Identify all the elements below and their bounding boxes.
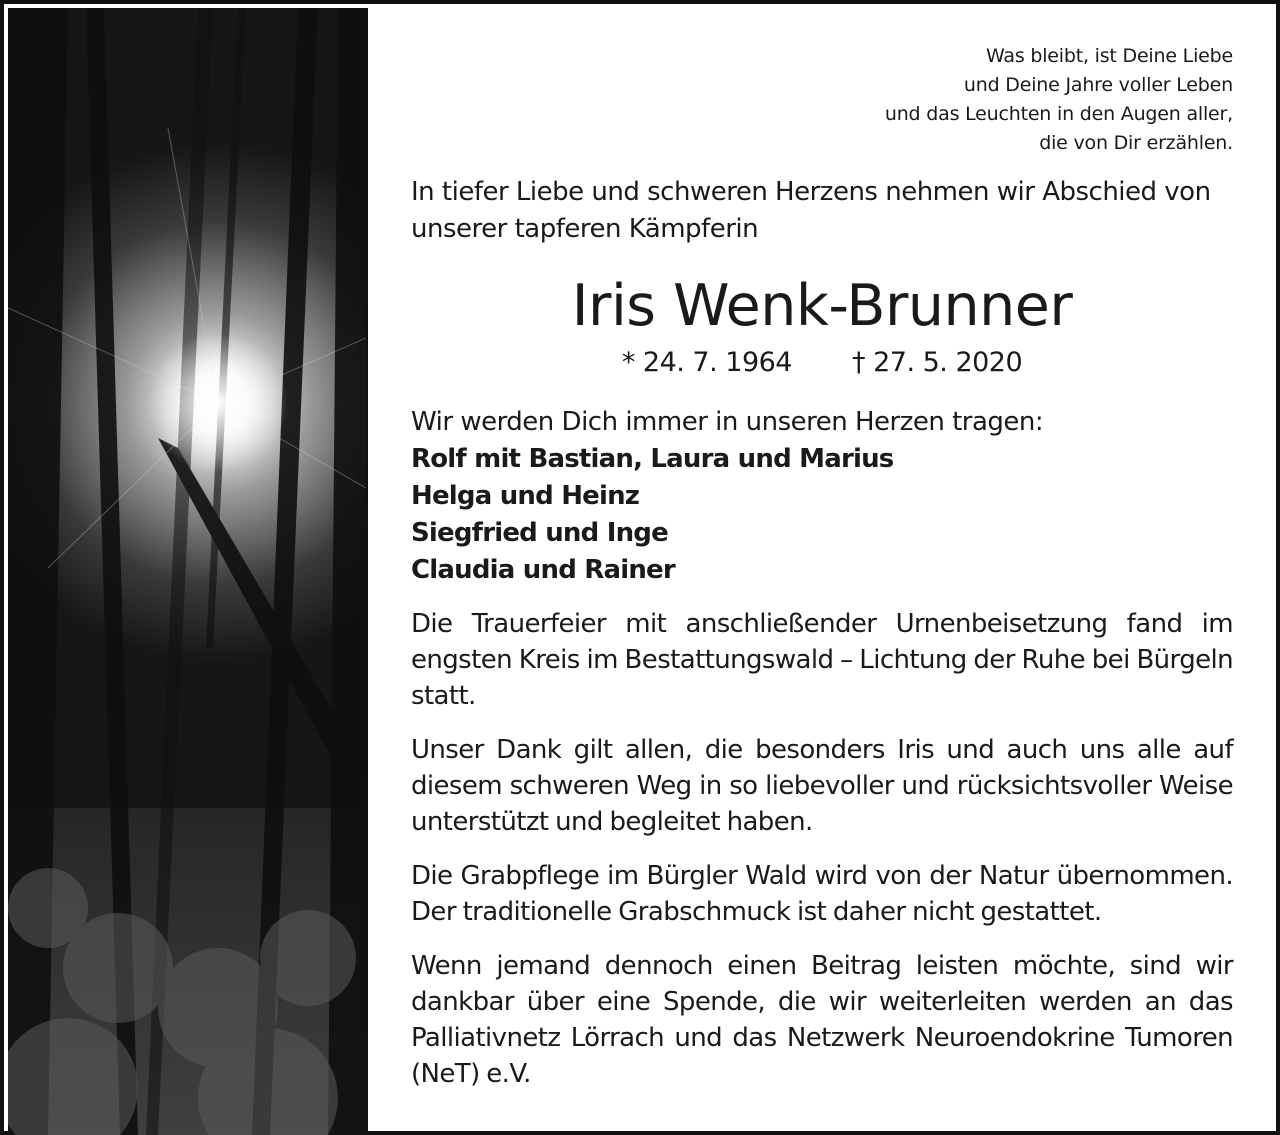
donation-paragraph: Wenn jemand dennoch einen Beitrag leisten möchte, sind wir dankbar über eine Spende, die wir weiterleiten werden an das Palliativnetz Lörrach und das Netzwerk Neuroendokrine Tumoren (NeT) e.V. bbox=[411, 951, 1233, 1089]
quote-line: und das Leuchten in den Augen aller, bbox=[884, 103, 1233, 125]
mourners-list bbox=[411, 404, 1233, 589]
birth-date: * 24. 7. 1964 bbox=[621, 347, 792, 378]
intro-line: unserer tapferen Kämpferin bbox=[411, 214, 759, 244]
mourners-intro: Wir werden Dich immer in unseren Herzen tragen: bbox=[411, 407, 1044, 437]
farewell-intro bbox=[411, 174, 1233, 248]
forest-photo bbox=[8, 8, 366, 1135]
forest-sunlight-image bbox=[8, 8, 366, 1135]
mourner-name: Siegfried und Inge bbox=[411, 518, 668, 548]
quote-line: Was bleibt, ist Deine Liebe bbox=[986, 45, 1233, 67]
grave-care-paragraph: Die Grabpflege im Bürgler Wald wird von der Natur übernommen. Der traditionelle Grabschmuck ist daher nicht gestattet. bbox=[411, 861, 1233, 927]
mourner-name: Claudia und Rainer bbox=[411, 555, 675, 585]
thanks-paragraph: Unser Dank gilt allen, die besonders Iris und auch uns alle auf diesem schweren Weg in so liebevoller und rücksichtsvoller Weise unterstützt und begleitet haben. bbox=[411, 735, 1233, 837]
notice-paragraphs bbox=[411, 606, 1233, 1110]
mourner-name: Helga und Heinz bbox=[411, 481, 640, 511]
mourner-name: Rolf mit Bastian, Laura und Marius bbox=[411, 444, 894, 474]
intro-line: In tiefer Liebe und schweren Herzens nehmen wir Abschied von bbox=[411, 177, 1211, 207]
image-divider bbox=[366, 8, 368, 1135]
life-dates bbox=[411, 344, 1233, 382]
death-date: † 27. 5. 2020 bbox=[852, 347, 1023, 378]
deceased-name: Iris Wenk-Brunner bbox=[571, 273, 1073, 339]
memorial-quote bbox=[885, 42, 1233, 158]
quote-line: die von Dir erzählen. bbox=[1039, 132, 1233, 154]
funeral-paragraph: Die Trauerfeier mit anschließender Urnenbeisetzung fand im engsten Kreis im Bestattungswald – Lichtung der Ruhe bei Bürgeln statt. bbox=[411, 609, 1233, 711]
quote-line: und Deine Jahre voller Leben bbox=[963, 74, 1233, 96]
